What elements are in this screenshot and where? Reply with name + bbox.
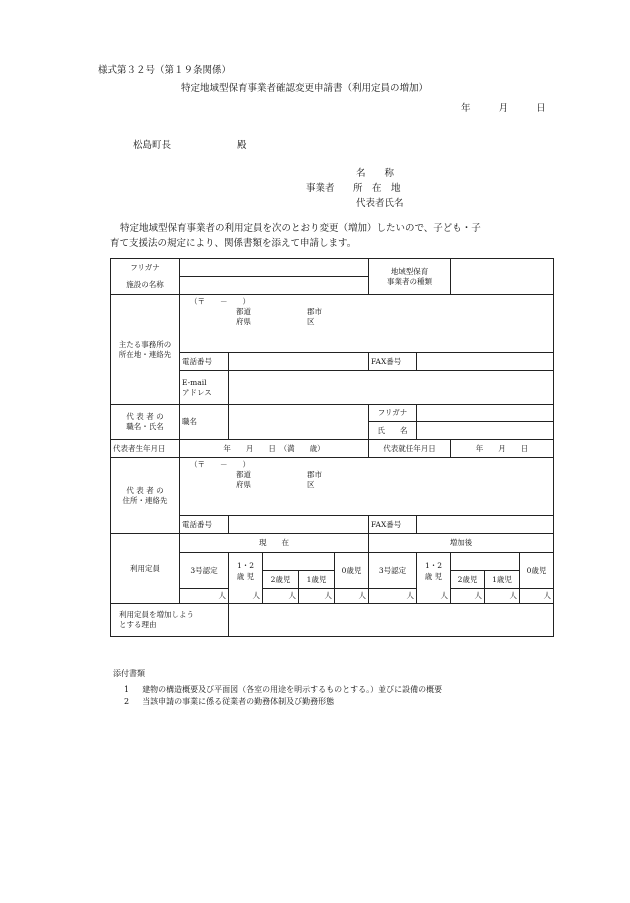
current-age0-label: 0歳児: [335, 553, 369, 589]
email-label: E-mail アドレス: [180, 371, 229, 405]
postal-code: （〒 － ）: [190, 297, 250, 306]
addressee-honorific: 殿: [237, 140, 247, 151]
attachment-text-2: 当該申請の事業に係る従業者の勤務体制及び勤務形態: [142, 697, 335, 706]
attachment-text-1: 建物の構造概要及び平面図（各室の用途を明示するものとする。）並びに設備の概要: [142, 685, 443, 694]
reason-value[interactable]: [229, 604, 554, 637]
facility-name-label: 施設の名称: [111, 277, 180, 295]
main-office-address[interactable]: [180, 295, 554, 353]
current-age12-label: 1・2 歳 児: [229, 553, 263, 589]
position-value[interactable]: [229, 405, 369, 440]
after-cert3-count[interactable]: 人: [369, 589, 417, 604]
furigana-value[interactable]: [180, 259, 369, 277]
attachments-heading: 添付書類: [113, 669, 145, 678]
after-age2-count[interactable]: 人: [451, 589, 485, 604]
current-age12-blank: [263, 553, 335, 571]
after-age0-count[interactable]: 人: [520, 589, 554, 604]
city-bottom: 区: [307, 317, 315, 326]
facility-name-value[interactable]: [180, 277, 369, 295]
furigana-label: フリガナ: [111, 259, 180, 277]
after-cert3-label: 3号認定: [369, 553, 417, 589]
rep-city-bottom: 区: [307, 480, 315, 489]
rep-address-label: 代 表 者 の 住所・連絡先: [111, 458, 180, 534]
phone-value[interactable]: [229, 353, 369, 371]
fax-value[interactable]: [417, 353, 554, 371]
current-age0-count[interactable]: 人: [335, 589, 369, 604]
rep-start-label: 代表就任年月日: [369, 440, 451, 458]
after-age12-blank: [451, 553, 520, 571]
business-type-value[interactable]: [451, 259, 554, 295]
business-type-label: 地域型保育 事業者の種類: [369, 259, 451, 295]
current-age12-count[interactable]: 人: [229, 589, 263, 604]
fax-label: FAX番号: [369, 353, 417, 371]
current-age2-label: 2歳児: [263, 571, 299, 589]
rep-postal-code: （〒 － ）: [190, 460, 250, 469]
attachment-item-2: [124, 696, 334, 707]
capacity-label: 利用定員: [111, 534, 180, 604]
application-table: [110, 258, 554, 637]
current-cert3-count[interactable]: 人: [180, 589, 229, 604]
current-age1-label: 1歳児: [299, 571, 335, 589]
form-number: 様式第３２号（第１９条関係）: [98, 65, 232, 76]
current-cert3-label: 3号認定: [180, 553, 229, 589]
date-line: [461, 100, 546, 114]
rep-name-value[interactable]: [417, 422, 554, 440]
after-header: 増加後: [369, 534, 554, 553]
phone-label: 電話番号: [180, 353, 229, 371]
body-text-line-2: 育て支援法の規定により、関係書類を添えて申請します。: [110, 238, 357, 249]
attachment-num-1: 1: [124, 685, 130, 694]
attachment-num-2: 2: [124, 697, 130, 706]
rep-furigana-label: フリガナ: [369, 405, 417, 422]
applicant-name-label: 名 称: [356, 168, 395, 179]
attachment-item-1: [124, 684, 442, 695]
rep-birth-label: 代表者生年月日: [111, 440, 180, 458]
after-age1-count[interactable]: 人: [485, 589, 520, 604]
rep-fax-label: FAX番号: [369, 516, 417, 534]
body-text-line-1: 特定地域型保育事業者の利用定員を次のとおり変更（増加）したいので、子ども・子: [120, 223, 481, 234]
date-day: 日: [536, 103, 546, 114]
rep-start-value[interactable]: 年 月 日: [451, 440, 554, 458]
addressee-name: 松島町長: [133, 140, 172, 151]
rep-title-label: 代 表 者 の 職名・氏名: [111, 405, 180, 440]
pref-top: 都道: [236, 307, 251, 316]
current-age2-count[interactable]: 人: [263, 589, 299, 604]
pref-bottom: 府県: [236, 317, 251, 326]
body-text: [110, 221, 481, 251]
rep-city-top: 郡市: [307, 470, 322, 479]
reason-label: 利用定員を増加しよう とする理由: [111, 604, 229, 637]
current-header: 現 在: [180, 534, 369, 553]
applicant-address-label: 所 在 地: [353, 183, 401, 194]
rep-phone-value[interactable]: [229, 516, 369, 534]
after-age12-label: 1・2 歳 児: [417, 553, 451, 589]
date-month: 月: [498, 103, 509, 114]
email-value[interactable]: [229, 371, 554, 405]
current-age1-count[interactable]: 人: [299, 589, 335, 604]
rep-pref-top: 都道: [236, 470, 251, 479]
after-age1-label: 1歳児: [485, 571, 520, 589]
page-title: 特定地域型保育事業者確認変更申請書（利用定員の増加）: [181, 83, 429, 94]
rep-name-label: 氏 名: [369, 422, 417, 440]
applicant-rep-label: 代表者氏名: [356, 198, 404, 209]
rep-fax-value[interactable]: [417, 516, 554, 534]
position-label: 職名: [180, 405, 229, 440]
rep-phone-label: 電話番号: [180, 516, 229, 534]
main-office-label: 主たる事務所の 所在地・連絡先: [111, 295, 180, 405]
after-age0-label: 0歳児: [520, 553, 554, 589]
city-top: 郡市: [307, 307, 322, 316]
rep-address-value[interactable]: [180, 458, 554, 516]
after-age2-label: 2歳児: [451, 571, 485, 589]
rep-birth-value[interactable]: 年 月 日 （満 歳）: [180, 440, 369, 458]
date-year: 年: [461, 103, 471, 114]
applicant-label: 事業者: [306, 183, 335, 194]
after-age12-count[interactable]: 人: [417, 589, 451, 604]
rep-furigana-value[interactable]: [417, 405, 554, 422]
rep-pref-bottom: 府県: [236, 480, 251, 489]
